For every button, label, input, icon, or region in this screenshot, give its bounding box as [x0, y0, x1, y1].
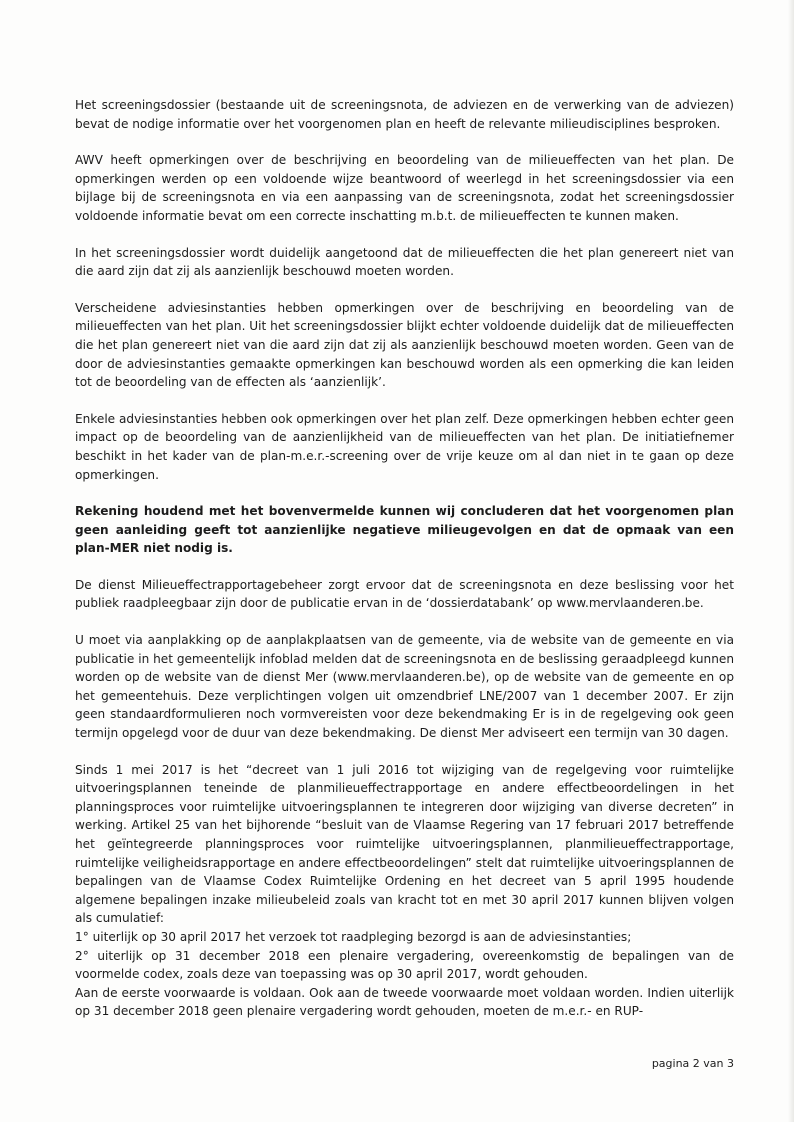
paragraph-decreet: Sinds 1 mei 2017 is het “decreet van 1 juli 2016 tot wijziging van de regelgeving voor ruimtelijke uitvoeringsplannen teneinde de planmilieueffectrapportage en andere effectbeoordelingen in het planningsproces voor ruimtelijke uitvoeringsplannen te integreren door wijziging van diverse decreten” in werking. Artikel 25 van het bijhorende “besluit van de Vlaamse Regering van 17 februari 2017 betreffende het geïntegreerde planningsproces voor ruimtelijke uitvoeringsplannen, planmilieueffectrapportage, ruimtelijke veiligheidsrapportage en andere effectbeoordelingen” stelt dat ruimtelijke uitvoeringsplannen de bepalingen van de Vlaamse Codex Ruimtelijke Ordening en het decreet van 5 april 1995 houdende algemene bepalingen inzake milieubeleid zoals van kracht tot en met 30 april 2017 kunnen blijven volgen als cumulatief:	[75, 762, 734, 926]
paragraph-duidelijk-aangetoond: In het screeningsdossier wordt duidelijk aangetoond dat de milieueffecten die het plan genereert niet van die aard zijn dat zij als aanzienlijk beschouwd moeten worden.	[75, 245, 734, 279]
paragraph-awv-opmerkingen: AWV heeft opmerkingen over de beschrijving en beoordeling van de milieueffecten van het plan. De opmerkingen werden op een voldoende wijze beantwoord of weerlegd in het screeningsdossier via een bijlage bij de screeningsnota en via een aanpassing van de screeningsnota, zodat het screeningsdossier voldoende informatie bevat om een correcte inschatting m.b.t. de milieueffecten te kunnen maken.	[75, 153, 734, 223]
paragraph-opmerkingen-plan: Enkele adviesinstanties hebben ook opmerkingen over het plan zelf. Deze opmerkingen hebben echter geen impact op de beoordeling van de aanzienlijkheid van de milieueffecten van het plan. De initiatiefnemer beschikt in het kader van de plan-m.e.r.-screening over de vrije keuze om al dan niet in te gaan op deze opmerkingen.	[75, 411, 734, 482]
paragraph-dossierdatabank: De dienst Milieueffectrapportagebeheer zorgt ervoor dat de screeningsnota en deze beslissing voor het publiek raadpleegbaar zijn door de publicatie ervan in de ‘dossierdatabank’ op www.mervlaanderen.be.	[75, 577, 734, 611]
condition-list	[75, 928, 734, 984]
list-item: 1° uiterlijk op 30 april 2017 het verzoek tot raadpleging bezorgd is aan de adviesinstanties;	[75, 929, 632, 944]
paragraph-adviesinstanties-opmerkingen: Verscheidene adviesinstanties hebben opmerkingen over de beschrijving en beoordeling van de milieueffecten van het plan. Uit het screeningsdossier blijkt echter voldoende duidelijk dat de milieueffecten die het plan genereert niet van die aard zijn dat zij als aanzienlijk beschouwd moeten worden. Geen van de door de adviesinstanties gemaakte opmerkingen kan beschouwd worden als een opmerking die kan leiden tot de beoordeling van de effecten als ‘aanzienlijk’.	[75, 300, 734, 390]
scan-edge	[788, 0, 794, 1122]
paragraph-voorwaarden: Aan de eerste voorwaarde is voldaan. Ook aan de tweede voorwaarde moet voldaan worden. Indien uiterlijk op 31 december 2018 geen plenaire vergadering wordt gehouden, moeten de m.e.r.- en RUP-	[75, 985, 734, 1019]
paragraph-aanplakking: U moet via aanplakking op de aanplakplaatsen van de gemeente, via de website van de gemeente en via publicatie in het gemeentelijk infoblad melden dat de screeningsnota en de beslissing geraadpleegd kunnen worden op de website van de dienst Mer (www.mervlaanderen.be), op de website van de gemeente en op het gemeentehuis. Deze verplichtingen volgen uit omzendbrief LNE/2007 van 1 december 2007. Er zijn geen standaardformulieren noch vormvereisten voor deze bekendmaking Er is in de regelgeving ook geen termijn opgelegd voor de duur van deze bekendmaking. De dienst Mer adviseert een termijn van 30 dagen.	[75, 633, 734, 741]
list-item: 2° uiterlijk op 31 december 2018 een plenaire vergadering, overeenkomstig de bepalingen van de voormelde codex, zoals deze van toepassing was op 30 april 2017, wordt gehouden.	[75, 948, 734, 982]
paragraph-screeningsdossier: Het screeningsdossier (bestaande uit de screeningsnota, de adviezen en de verwerking van de adviezen) bevat de nodige informatie over het voorgenomen plan en heeft de relevante milieudisciplines besproken.	[75, 98, 734, 131]
paragraph-conclusie: Rekening houdend met het bovenvermelde kunnen wij concluderen dat het voorgenomen plan geen aanleiding geeft tot aanzienlijke negatieve milieugevolgen en dat de opmaak van een plan-MER niet nodig is.	[75, 504, 734, 556]
document-body	[75, 96, 734, 1021]
page-number: pagina 2 van 3	[651, 1057, 734, 1070]
